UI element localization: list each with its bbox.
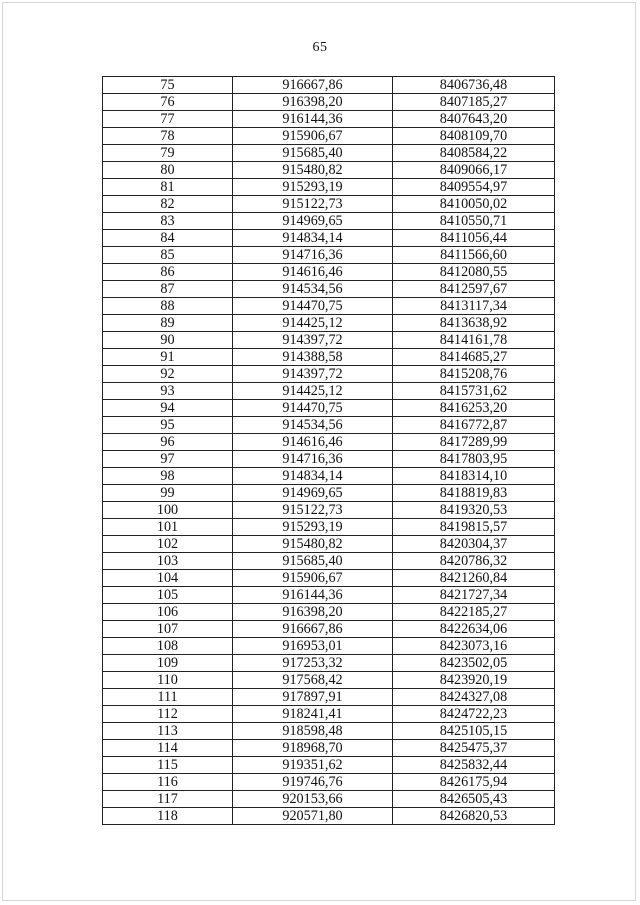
table-row xyxy=(103,774,555,791)
point-number-cell: 86 xyxy=(103,264,233,281)
x-coordinate-cell: 915906,67 xyxy=(233,570,393,587)
table-row xyxy=(103,468,555,485)
y-coordinate-cell: 8418314,10 xyxy=(393,468,555,485)
y-coordinate-cell: 8425832,44 xyxy=(393,757,555,774)
x-coordinate-cell: 914834,14 xyxy=(233,230,393,247)
table-row xyxy=(103,723,555,740)
y-coordinate-cell: 8409554,97 xyxy=(393,179,555,196)
y-coordinate-cell: 8426505,43 xyxy=(393,791,555,808)
point-number-cell: 107 xyxy=(103,621,233,638)
y-coordinate-cell: 8421260,84 xyxy=(393,570,555,587)
point-number-cell: 97 xyxy=(103,451,233,468)
point-number-cell: 80 xyxy=(103,162,233,179)
table-row xyxy=(103,94,555,111)
table-row xyxy=(103,179,555,196)
table-row xyxy=(103,757,555,774)
point-number-cell: 91 xyxy=(103,349,233,366)
y-coordinate-cell: 8412597,67 xyxy=(393,281,555,298)
point-number-cell: 105 xyxy=(103,587,233,604)
point-number-cell: 76 xyxy=(103,94,233,111)
point-number-cell: 78 xyxy=(103,128,233,145)
x-coordinate-cell: 914969,65 xyxy=(233,485,393,502)
x-coordinate-cell: 914425,12 xyxy=(233,315,393,332)
point-number-cell: 82 xyxy=(103,196,233,213)
y-coordinate-cell: 8406736,48 xyxy=(393,77,555,94)
y-coordinate-cell: 8413117,34 xyxy=(393,298,555,315)
point-number-cell: 81 xyxy=(103,179,233,196)
point-number-cell: 108 xyxy=(103,638,233,655)
x-coordinate-cell: 919351,62 xyxy=(233,757,393,774)
table-row xyxy=(103,621,555,638)
x-coordinate-cell: 917897,91 xyxy=(233,689,393,706)
x-coordinate-cell: 917568,42 xyxy=(233,672,393,689)
y-coordinate-cell: 8414685,27 xyxy=(393,349,555,366)
y-coordinate-cell: 8422185,27 xyxy=(393,604,555,621)
x-coordinate-cell: 918241,41 xyxy=(233,706,393,723)
table-row xyxy=(103,145,555,162)
table-row xyxy=(103,298,555,315)
point-number-cell: 77 xyxy=(103,111,233,128)
y-coordinate-cell: 8423920,19 xyxy=(393,672,555,689)
table-row xyxy=(103,638,555,655)
x-coordinate-cell: 915480,82 xyxy=(233,162,393,179)
table-row xyxy=(103,417,555,434)
table-row xyxy=(103,553,555,570)
page-number: 65 xyxy=(312,40,328,55)
table-row xyxy=(103,281,555,298)
y-coordinate-cell: 8423073,16 xyxy=(393,638,555,655)
x-coordinate-cell: 916398,20 xyxy=(233,604,393,621)
x-coordinate-cell: 915293,19 xyxy=(233,519,393,536)
x-coordinate-cell: 914534,56 xyxy=(233,281,393,298)
y-coordinate-cell: 8419320,53 xyxy=(393,502,555,519)
x-coordinate-cell: 915122,73 xyxy=(233,502,393,519)
table-row xyxy=(103,247,555,264)
point-number-cell: 116 xyxy=(103,774,233,791)
x-coordinate-cell: 916667,86 xyxy=(233,621,393,638)
x-coordinate-cell: 914388,58 xyxy=(233,349,393,366)
y-coordinate-cell: 8416772,87 xyxy=(393,417,555,434)
table-row xyxy=(103,315,555,332)
y-coordinate-cell: 8415208,76 xyxy=(393,366,555,383)
y-coordinate-cell: 8422634,06 xyxy=(393,621,555,638)
y-coordinate-cell: 8412080,55 xyxy=(393,264,555,281)
point-number-cell: 83 xyxy=(103,213,233,230)
table-row xyxy=(103,128,555,145)
table-row xyxy=(103,230,555,247)
x-coordinate-cell: 916667,86 xyxy=(233,77,393,94)
table-row xyxy=(103,604,555,621)
y-coordinate-cell: 8413638,92 xyxy=(393,315,555,332)
point-number-cell: 92 xyxy=(103,366,233,383)
x-coordinate-cell: 914616,46 xyxy=(233,434,393,451)
y-coordinate-cell: 8408109,70 xyxy=(393,128,555,145)
x-coordinate-cell: 920571,80 xyxy=(233,808,393,825)
y-coordinate-cell: 8417803,95 xyxy=(393,451,555,468)
y-coordinate-cell: 8417289,99 xyxy=(393,434,555,451)
x-coordinate-cell: 914397,72 xyxy=(233,366,393,383)
y-coordinate-cell: 8408584,22 xyxy=(393,145,555,162)
point-number-cell: 103 xyxy=(103,553,233,570)
x-coordinate-cell: 915685,40 xyxy=(233,145,393,162)
x-coordinate-cell: 916398,20 xyxy=(233,94,393,111)
point-number-cell: 101 xyxy=(103,519,233,536)
table-row xyxy=(103,162,555,179)
point-number-cell: 111 xyxy=(103,689,233,706)
x-coordinate-cell: 914425,12 xyxy=(233,383,393,400)
y-coordinate-cell: 8409066,17 xyxy=(393,162,555,179)
table-row xyxy=(103,213,555,230)
coordinates-table xyxy=(102,76,555,825)
x-coordinate-cell: 914534,56 xyxy=(233,417,393,434)
point-number-cell: 89 xyxy=(103,315,233,332)
x-coordinate-cell: 914834,14 xyxy=(233,468,393,485)
point-number-cell: 112 xyxy=(103,706,233,723)
x-coordinate-cell: 914616,46 xyxy=(233,264,393,281)
y-coordinate-cell: 8407643,20 xyxy=(393,111,555,128)
y-coordinate-cell: 8420304,37 xyxy=(393,536,555,553)
point-number-cell: 85 xyxy=(103,247,233,264)
x-coordinate-cell: 914969,65 xyxy=(233,213,393,230)
y-coordinate-cell: 8426820,53 xyxy=(393,808,555,825)
point-number-cell: 96 xyxy=(103,434,233,451)
x-coordinate-cell: 914397,72 xyxy=(233,332,393,349)
y-coordinate-cell: 8410550,71 xyxy=(393,213,555,230)
table-row xyxy=(103,655,555,672)
x-coordinate-cell: 917253,32 xyxy=(233,655,393,672)
point-number-cell: 106 xyxy=(103,604,233,621)
x-coordinate-cell: 915293,19 xyxy=(233,179,393,196)
x-coordinate-cell: 918598,48 xyxy=(233,723,393,740)
table-row xyxy=(103,740,555,757)
x-coordinate-cell: 920153,66 xyxy=(233,791,393,808)
y-coordinate-cell: 8415731,62 xyxy=(393,383,555,400)
point-number-cell: 104 xyxy=(103,570,233,587)
point-number-cell: 98 xyxy=(103,468,233,485)
table-row xyxy=(103,349,555,366)
point-number-cell: 93 xyxy=(103,383,233,400)
table-row xyxy=(103,672,555,689)
point-number-cell: 94 xyxy=(103,400,233,417)
y-coordinate-cell: 8419815,57 xyxy=(393,519,555,536)
table-row xyxy=(103,111,555,128)
point-number-cell: 109 xyxy=(103,655,233,672)
y-coordinate-cell: 8421727,34 xyxy=(393,587,555,604)
y-coordinate-cell: 8424327,08 xyxy=(393,689,555,706)
table-row xyxy=(103,264,555,281)
x-coordinate-cell: 916144,36 xyxy=(233,587,393,604)
table-row xyxy=(103,502,555,519)
y-coordinate-cell: 8410050,02 xyxy=(393,196,555,213)
y-coordinate-cell: 8425475,37 xyxy=(393,740,555,757)
point-number-cell: 117 xyxy=(103,791,233,808)
point-number-cell: 110 xyxy=(103,672,233,689)
y-coordinate-cell: 8416253,20 xyxy=(393,400,555,417)
x-coordinate-cell: 915122,73 xyxy=(233,196,393,213)
y-coordinate-cell: 8426175,94 xyxy=(393,774,555,791)
point-number-cell: 88 xyxy=(103,298,233,315)
point-number-cell: 99 xyxy=(103,485,233,502)
y-coordinate-cell: 8418819,83 xyxy=(393,485,555,502)
table-row xyxy=(103,536,555,553)
y-coordinate-cell: 8411056,44 xyxy=(393,230,555,247)
x-coordinate-cell: 914716,36 xyxy=(233,451,393,468)
x-coordinate-cell: 914716,36 xyxy=(233,247,393,264)
y-coordinate-cell: 8420786,32 xyxy=(393,553,555,570)
point-number-cell: 87 xyxy=(103,281,233,298)
point-number-cell: 115 xyxy=(103,757,233,774)
point-number-cell: 102 xyxy=(103,536,233,553)
table-row xyxy=(103,400,555,417)
x-coordinate-cell: 918968,70 xyxy=(233,740,393,757)
point-number-cell: 95 xyxy=(103,417,233,434)
point-number-cell: 75 xyxy=(103,77,233,94)
y-coordinate-cell: 8423502,05 xyxy=(393,655,555,672)
table-row xyxy=(103,587,555,604)
point-number-cell: 114 xyxy=(103,740,233,757)
table-row xyxy=(103,451,555,468)
x-coordinate-cell: 914470,75 xyxy=(233,400,393,417)
point-number-cell: 113 xyxy=(103,723,233,740)
x-coordinate-cell: 919746,76 xyxy=(233,774,393,791)
table-row xyxy=(103,706,555,723)
x-coordinate-cell: 916953,01 xyxy=(233,638,393,655)
point-number-cell: 79 xyxy=(103,145,233,162)
table-row xyxy=(103,196,555,213)
y-coordinate-cell: 8424722,23 xyxy=(393,706,555,723)
table-row xyxy=(103,570,555,587)
y-coordinate-cell: 8407185,27 xyxy=(393,94,555,111)
table-row xyxy=(103,791,555,808)
table-row xyxy=(103,77,555,94)
x-coordinate-cell: 914470,75 xyxy=(233,298,393,315)
table-row xyxy=(103,808,555,825)
table-row xyxy=(103,434,555,451)
table-row xyxy=(103,689,555,706)
y-coordinate-cell: 8425105,15 xyxy=(393,723,555,740)
table-row xyxy=(103,366,555,383)
point-number-cell: 84 xyxy=(103,230,233,247)
coordinates-table-body xyxy=(103,77,555,825)
table-row xyxy=(103,519,555,536)
table-row xyxy=(103,383,555,400)
point-number-cell: 100 xyxy=(103,502,233,519)
table-row xyxy=(103,485,555,502)
point-number-cell: 90 xyxy=(103,332,233,349)
point-number-cell: 118 xyxy=(103,808,233,825)
y-coordinate-cell: 8414161,78 xyxy=(393,332,555,349)
x-coordinate-cell: 915685,40 xyxy=(233,553,393,570)
table-row xyxy=(103,332,555,349)
x-coordinate-cell: 915906,67 xyxy=(233,128,393,145)
y-coordinate-cell: 8411566,60 xyxy=(393,247,555,264)
x-coordinate-cell: 915480,82 xyxy=(233,536,393,553)
x-coordinate-cell: 916144,36 xyxy=(233,111,393,128)
